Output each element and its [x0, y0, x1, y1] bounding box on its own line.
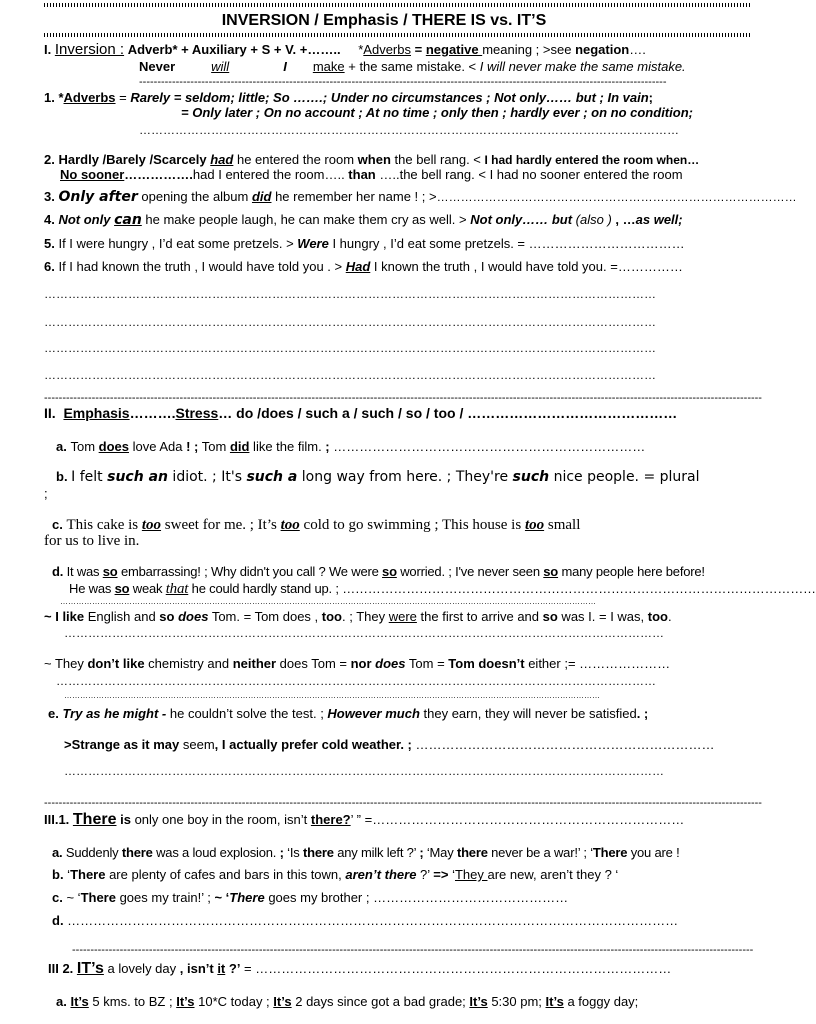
title-rule [44, 33, 752, 37]
inversion-heading: Inversion : [54, 41, 125, 58]
item-5: 5. If I were hungry , I’d eat some pretzels. > Were I hungry , I’d eat some pretzels. = ……………………………… [44, 236, 685, 251]
adverbs-list-line2: = Only later ; On no account ; At no time ; only then ; hardly ever ; on no condition; [181, 105, 693, 120]
there-a: a. Suddenly there was a loud explosion. ; ‘Is there any milk left ?’ ; ‘May there never be a war!’ ; ‘There you are ! [52, 845, 680, 860]
emphasis-heading: II. Emphasis……….Stress… do /does / such a / such / so / too / ……………………………………… [44, 405, 678, 421]
there-c: c. ~ ‘There goes my train!’ ; ~ ‘There goes my brother ; ……………………………………… [52, 890, 569, 905]
its-a: a. It’s 5 kms. to BZ ; It’s 10*C today ; It’s 2 days since got a bad grade; It’s 5:30 pm; It’s a foggy day; [56, 994, 639, 1009]
answer-line: …………………………………………………………………………………………………………………………………… [64, 626, 664, 640]
emphasis-d-line2: He was so weak that he could hardly stand up. ; ………………………………………………………………………………………………… [69, 581, 816, 597]
item-4: 4. Not only can he make people laugh, he can make them cry as well. > Not only…… but (also ) , …as well; [44, 212, 683, 228]
divider: ------------------------------------------------------------------------------------------------------------------------------------------------------------------------------------------ [72, 944, 754, 956]
emphasis-neither: ~ They don’t like chemistry and neither does Tom = nor does Tom = Tom doesn’t either ;= ………………… [44, 656, 671, 671]
there-d: d. …………………………………………………………………………………………………………………………… [52, 913, 679, 928]
emphasis-e-line2: >Strange as it may seem, I actually prefer cold weather. ; …………………………………………………………… [64, 737, 715, 752]
item-2-line2: No sooner…………….had I entered the room….. than …..the bell rang. < I had no sooner entered the room [60, 167, 683, 182]
page-title: INVERSION / Emphasis / THERE IS vs. IT’S [221, 12, 547, 29]
item-2-line1: 2. Hardly /Barely /Scarcely had he entered the room when the bell rang. < I had hardly entered the room when… [44, 152, 700, 167]
answer-line: ……………………………………………………………………………………………………………………………………… [44, 368, 656, 382]
item-3: 3. Only after opening the album did he remember her name ! ; >……………………………………………………………………………… [44, 189, 797, 205]
answer-line: ………………………………………………………………………………………………………………………………………………………………………………… [60, 597, 596, 606]
adverbs-list-line1: 1. *Adverbs = Rarely = seldom; little; So …….; Under no circumstances ; Not only…… but ; In vain; [44, 90, 653, 105]
answer-line: ……………………………………………………………………………………………………………………………………… [44, 287, 656, 301]
divider: ------------------------------------------------------------------------------------------------------------------------------------------------ [139, 76, 667, 88]
emphasis-c: c. This cake is too sweet for me. ; It’s too cold to go swimming ; This house is too small [52, 517, 581, 533]
its-heading: III 2. IT’s a lovely day , isn’t it ?’ = …………………………………………………………………………………… [48, 960, 672, 977]
emphasis-b-wrap: ; [44, 486, 48, 501]
answer-line: …………………………………………………………………………………………………………………………………… [64, 764, 664, 778]
item-6: 6. If I had known the truth , I would have told you . > Had I known the truth , I would have told you. =…………… [44, 259, 683, 274]
answer-line: ……………………………………………………………………………………………………………………………………… [44, 315, 656, 329]
inversion-formula: I. Inversion : Adverb* + Auxiliary + S + V. +…….. *Adverbs = negative meaning ; >see negation…. [44, 41, 646, 58]
section-divider: ---------------------------------------------------------------------------------------------------------------------------------------------------------------------------------------------------- [44, 392, 762, 404]
emphasis-a: a. Tom does love Ada ! ; Tom did like the film. ; ……………………………………………………………… [56, 439, 646, 454]
answer-line: ……………………………………………………………………………………………………………………… [139, 123, 679, 137]
there-is-heading: III.1. There is only one boy in the room, isn’t there?’ ” =……………………………………………………………… [44, 811, 685, 828]
emphasis-c-wrap: for us to live in. [44, 533, 140, 549]
there-b: b. ‘There are plenty of cafes and bars in this town, aren’t there ?’ => ‘They are new, aren’t they ? ‘ [52, 867, 619, 882]
emphasis-e-line1: e. Try as he might - he couldn’t solve the test. ; However much they earn, they will never be satisfied. ; [48, 706, 649, 721]
section-divider: ---------------------------------------------------------------------------------------------------------------------------------------------------------------------------------------------------- [44, 797, 762, 809]
answer-line: …………………………………………………………………………………………………………………………………… [56, 674, 656, 688]
inversion-example: Never will I make + the same mistake. < I will never make the same mistake. [139, 59, 686, 74]
answer-line: ………………………………………………………………………………………………………………………………………………………………………………… [64, 691, 600, 700]
emphasis-so-does: ~ I like English and so does Tom. = Tom does , too. ; They were the first to arrive and so was I. = I was, too. [44, 609, 672, 624]
emphasis-b: b. I felt such an idiot. ; It's such a long way from here. ; They're such nice people. = plural [56, 469, 700, 485]
answer-line: ……………………………………………………………………………………………………………………………………… [44, 341, 656, 355]
top-rule [44, 3, 752, 7]
emphasis-d-line1: d. It was so embarrassing! ; Why didn't you call ? We were so worried. ; I've never seen so many people here before! [52, 564, 705, 579]
